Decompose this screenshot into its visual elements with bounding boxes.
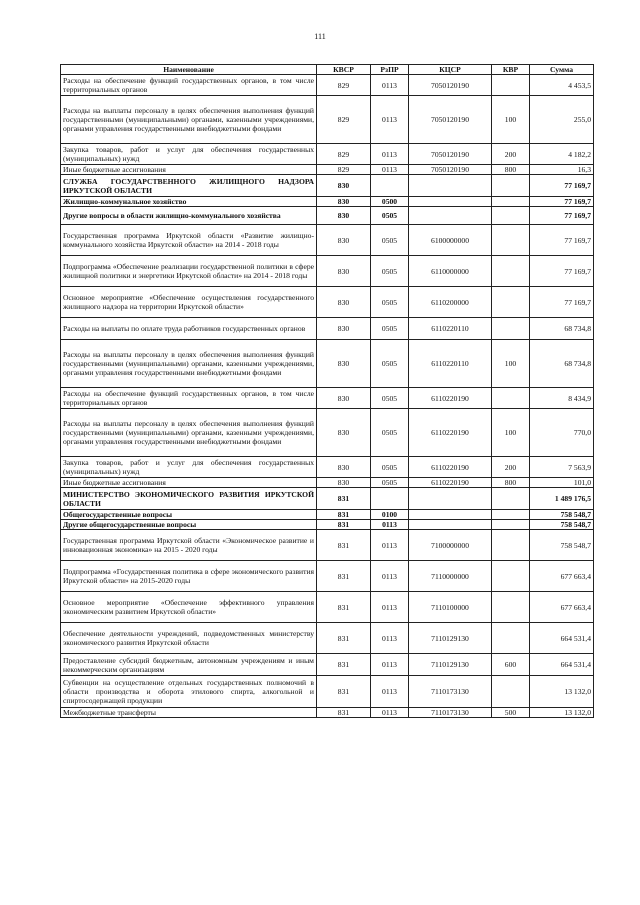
table-row bbox=[61, 287, 594, 318]
column-header-sum: Сумма bbox=[530, 65, 594, 75]
cell-kvr bbox=[492, 388, 530, 409]
cell-name: Расходы на выплаты персоналу в целях обеспечения выполнения функций государственными (муниципальными) органами, казенными учреждениями, органами управления государственными внебюджетными фондами bbox=[61, 96, 317, 144]
cell-name: Жилищно-коммунальное хозяйство bbox=[61, 197, 317, 207]
cell-kvr bbox=[492, 225, 530, 256]
cell-kcsr: 6100000000 bbox=[409, 225, 492, 256]
cell-rzpr: 0113 bbox=[371, 530, 409, 561]
cell-name: Предоставление субсидий бюджетным, автономным учреждениям и иным некоммерческим организациям bbox=[61, 654, 317, 676]
table-row bbox=[61, 225, 594, 256]
cell-kvr bbox=[492, 592, 530, 623]
cell-rzpr: 0505 bbox=[371, 287, 409, 318]
cell-kvsr: 830 bbox=[317, 388, 371, 409]
cell-kvsr: 831 bbox=[317, 676, 371, 708]
cell-kcsr: 6110220110 bbox=[409, 340, 492, 388]
cell-kvsr: 829 bbox=[317, 165, 371, 175]
cell-rzpr: 0100 bbox=[371, 510, 409, 520]
cell-kcsr: 6110220110 bbox=[409, 318, 492, 340]
cell-rzpr: 0505 bbox=[371, 207, 409, 225]
cell-sum: 77 169,7 bbox=[530, 207, 594, 225]
cell-rzpr: 0505 bbox=[371, 256, 409, 287]
cell-name: СЛУЖБА ГОСУДАРСТВЕННОГО ЖИЛИЩНОГО НАДЗОРА ИРКУТСКОЙ ОБЛАСТИ bbox=[61, 175, 317, 197]
cell-kcsr bbox=[409, 510, 492, 520]
cell-kvsr: 830 bbox=[317, 318, 371, 340]
cell-rzpr: 0113 bbox=[371, 708, 409, 718]
table-row bbox=[61, 520, 594, 530]
cell-name: Расходы на выплаты персоналу в целях обеспечения выполнения функций государственными (муниципальными) органами, казенными учреждениями, органами управления государственными внебюджетными фондами bbox=[61, 340, 317, 388]
cell-kcsr bbox=[409, 197, 492, 207]
cell-sum: 101,0 bbox=[530, 478, 594, 488]
cell-sum: 77 169,7 bbox=[530, 287, 594, 318]
column-header-kcsr: КЦСР bbox=[409, 65, 492, 75]
cell-sum: 7 563,9 bbox=[530, 457, 594, 478]
cell-kvr: 500 bbox=[492, 708, 530, 718]
cell-rzpr: 0505 bbox=[371, 409, 409, 457]
table-row bbox=[61, 340, 594, 388]
cell-kcsr: 7110129130 bbox=[409, 654, 492, 676]
cell-sum: 677 663,4 bbox=[530, 561, 594, 592]
cell-rzpr: 0505 bbox=[371, 340, 409, 388]
cell-sum: 13 132,0 bbox=[530, 676, 594, 708]
column-header-kvsr: КВСР bbox=[317, 65, 371, 75]
table-row bbox=[61, 510, 594, 520]
cell-sum: 77 169,7 bbox=[530, 256, 594, 287]
column-header-kvr: КВР bbox=[492, 65, 530, 75]
table-row bbox=[61, 623, 594, 654]
cell-rzpr: 0113 bbox=[371, 654, 409, 676]
cell-rzpr: 0113 bbox=[371, 144, 409, 165]
cell-kvsr: 831 bbox=[317, 654, 371, 676]
cell-name: Иные бюджетные ассигнования bbox=[61, 165, 317, 175]
cell-kvsr: 831 bbox=[317, 561, 371, 592]
table-row bbox=[61, 165, 594, 175]
cell-name: Государственная программа Иркутской области «Развитие жилищно-коммунального хозяйства Иркутской области» на 2014 - 2018 годы bbox=[61, 225, 317, 256]
cell-kvr: 800 bbox=[492, 478, 530, 488]
cell-kvr bbox=[492, 510, 530, 520]
cell-kvr bbox=[492, 287, 530, 318]
cell-name: Общегосударственные вопросы bbox=[61, 510, 317, 520]
cell-kvsr: 831 bbox=[317, 510, 371, 520]
cell-kcsr: 6110220190 bbox=[409, 409, 492, 457]
table-row bbox=[61, 175, 594, 197]
cell-kvr bbox=[492, 75, 530, 96]
cell-sum: 4 182,2 bbox=[530, 144, 594, 165]
cell-kvsr: 830 bbox=[317, 409, 371, 457]
cell-name: Основное мероприятие «Обеспечение эффективного управления экономическим развитием Иркутской области» bbox=[61, 592, 317, 623]
cell-name: Основное мероприятие «Обеспечение осуществления государственного жилищного надзора на территории Иркутской области» bbox=[61, 287, 317, 318]
cell-name: Расходы на обеспечение функций государственных органов, в том числе территориальных органов bbox=[61, 75, 317, 96]
cell-kvsr: 830 bbox=[317, 256, 371, 287]
cell-kvsr: 830 bbox=[317, 457, 371, 478]
cell-name: Закупка товаров, работ и услуг для обеспечения государственных (муниципальных) нужд bbox=[61, 144, 317, 165]
cell-kcsr: 6110220190 bbox=[409, 478, 492, 488]
cell-rzpr: 0505 bbox=[371, 318, 409, 340]
cell-rzpr: 0505 bbox=[371, 457, 409, 478]
cell-kvr bbox=[492, 561, 530, 592]
cell-kcsr: 7100000000 bbox=[409, 530, 492, 561]
table-row bbox=[61, 256, 594, 287]
column-header-rzpr: РзПР bbox=[371, 65, 409, 75]
cell-sum: 758 548,7 bbox=[530, 520, 594, 530]
cell-kvr: 100 bbox=[492, 409, 530, 457]
cell-kcsr: 7050120190 bbox=[409, 96, 492, 144]
cell-rzpr: 0505 bbox=[371, 388, 409, 409]
cell-name: Государственная программа Иркутской области «Экономическое развитие и инновационная экономика» на 2015 - 2020 годы bbox=[61, 530, 317, 561]
cell-kvsr: 830 bbox=[317, 207, 371, 225]
cell-sum: 16,3 bbox=[530, 165, 594, 175]
cell-sum: 68 734,8 bbox=[530, 340, 594, 388]
page-number: 111 bbox=[314, 32, 326, 41]
table-row bbox=[61, 75, 594, 96]
cell-kvr bbox=[492, 676, 530, 708]
cell-rzpr: 0113 bbox=[371, 165, 409, 175]
cell-name: Другие вопросы в области жилищно-коммунального хозяйства bbox=[61, 207, 317, 225]
cell-kvr bbox=[492, 318, 530, 340]
cell-kvr bbox=[492, 207, 530, 225]
cell-kvsr: 830 bbox=[317, 340, 371, 388]
cell-kvr: 800 bbox=[492, 165, 530, 175]
cell-kvr: 600 bbox=[492, 654, 530, 676]
cell-kvsr: 831 bbox=[317, 488, 371, 510]
cell-kvsr: 831 bbox=[317, 592, 371, 623]
table-header-row bbox=[61, 65, 594, 75]
table-row bbox=[61, 592, 594, 623]
cell-rzpr: 0113 bbox=[371, 75, 409, 96]
cell-name: Обеспечение деятельности учреждений, подведомственных министерству экономического развития Иркутской области bbox=[61, 623, 317, 654]
cell-kcsr: 7050120190 bbox=[409, 165, 492, 175]
cell-sum: 664 531,4 bbox=[530, 654, 594, 676]
cell-kvsr: 831 bbox=[317, 708, 371, 718]
cell-kcsr: 7110129130 bbox=[409, 623, 492, 654]
cell-rzpr: 0113 bbox=[371, 676, 409, 708]
cell-rzpr: 0505 bbox=[371, 478, 409, 488]
cell-kvr bbox=[492, 530, 530, 561]
cell-name: Другие общегосударственные вопросы bbox=[61, 520, 317, 530]
cell-sum: 77 169,7 bbox=[530, 197, 594, 207]
cell-kcsr: 7110173130 bbox=[409, 676, 492, 708]
cell-sum: 77 169,7 bbox=[530, 225, 594, 256]
cell-sum: 758 548,7 bbox=[530, 510, 594, 520]
cell-kvsr: 831 bbox=[317, 530, 371, 561]
cell-kcsr: 6110220190 bbox=[409, 457, 492, 478]
cell-rzpr: 0505 bbox=[371, 225, 409, 256]
cell-rzpr: 0500 bbox=[371, 197, 409, 207]
cell-kvsr: 831 bbox=[317, 520, 371, 530]
cell-kcsr: 7050120190 bbox=[409, 144, 492, 165]
cell-rzpr: 0113 bbox=[371, 623, 409, 654]
cell-kvsr: 829 bbox=[317, 144, 371, 165]
cell-kvsr: 829 bbox=[317, 75, 371, 96]
table-row bbox=[61, 457, 594, 478]
cell-sum: 4 453,5 bbox=[530, 75, 594, 96]
cell-kvr: 100 bbox=[492, 96, 530, 144]
cell-name: Подпрограмма «Государственная политика в сфере экономического развития Иркутской области» на 2015-2020 годы bbox=[61, 561, 317, 592]
cell-rzpr: 0113 bbox=[371, 520, 409, 530]
cell-name: Подпрограмма «Обеспечение реализации государственной политики в сфере жилищной политики и энергетики Иркутской области» на 2014 - 2018 годы bbox=[61, 256, 317, 287]
budget-table bbox=[60, 64, 594, 718]
cell-rzpr: 0113 bbox=[371, 96, 409, 144]
table-row bbox=[61, 488, 594, 510]
cell-kvsr: 830 bbox=[317, 175, 371, 197]
cell-sum: 77 169,7 bbox=[530, 175, 594, 197]
table-row bbox=[61, 96, 594, 144]
cell-kvr bbox=[492, 175, 530, 197]
table-row bbox=[61, 144, 594, 165]
cell-kvr bbox=[492, 488, 530, 510]
table-row bbox=[61, 561, 594, 592]
cell-name: МИНИСТЕРСТВО ЭКОНОМИЧЕСКОГО РАЗВИТИЯ ИРКУТСКОЙ ОБЛАСТИ bbox=[61, 488, 317, 510]
cell-kcsr: 7050120190 bbox=[409, 75, 492, 96]
cell-name: Закупка товаров, работ и услуг для обеспечения государственных (муниципальных) нужд bbox=[61, 457, 317, 478]
cell-kcsr: 7110000000 bbox=[409, 561, 492, 592]
table-row bbox=[61, 708, 594, 718]
cell-kvr bbox=[492, 256, 530, 287]
cell-sum: 68 734,8 bbox=[530, 318, 594, 340]
cell-kvr bbox=[492, 623, 530, 654]
table-row bbox=[61, 207, 594, 225]
table-row bbox=[61, 197, 594, 207]
cell-kcsr bbox=[409, 488, 492, 510]
cell-kcsr bbox=[409, 175, 492, 197]
cell-name: Расходы на обеспечение функций государственных органов, в том числе территориальных органов bbox=[61, 388, 317, 409]
cell-kvsr: 829 bbox=[317, 96, 371, 144]
cell-kvr: 200 bbox=[492, 144, 530, 165]
table-row bbox=[61, 478, 594, 488]
cell-name: Межбюджетные трансферты bbox=[61, 708, 317, 718]
cell-rzpr: 0113 bbox=[371, 592, 409, 623]
table-row bbox=[61, 530, 594, 561]
cell-rzpr bbox=[371, 488, 409, 510]
cell-kvr bbox=[492, 520, 530, 530]
cell-name: Расходы на выплаты по оплате труда работников государственных органов bbox=[61, 318, 317, 340]
cell-kcsr bbox=[409, 520, 492, 530]
cell-sum: 13 132,0 bbox=[530, 708, 594, 718]
cell-name: Субвенции на осуществление отдельных государственных полномочий в области производства и оборота этилового спирта, алкогольной и спиртосодержащей продукции bbox=[61, 676, 317, 708]
cell-rzpr: 0113 bbox=[371, 561, 409, 592]
cell-kvr bbox=[492, 197, 530, 207]
table-row bbox=[61, 654, 594, 676]
cell-sum: 8 434,9 bbox=[530, 388, 594, 409]
table-row bbox=[61, 409, 594, 457]
table-row bbox=[61, 676, 594, 708]
cell-sum: 664 531,4 bbox=[530, 623, 594, 654]
table-row bbox=[61, 388, 594, 409]
cell-name: Расходы на выплаты персоналу в целях обеспечения выполнения функций государственными (муниципальными) органами, казенными учреждениями, органами управления государственными внебюджетными фондами bbox=[61, 409, 317, 457]
cell-kvsr: 830 bbox=[317, 197, 371, 207]
table-row bbox=[61, 318, 594, 340]
cell-kvr: 200 bbox=[492, 457, 530, 478]
cell-kcsr: 6110000000 bbox=[409, 256, 492, 287]
cell-kcsr bbox=[409, 207, 492, 225]
cell-sum: 677 663,4 bbox=[530, 592, 594, 623]
cell-kcsr: 6110220190 bbox=[409, 388, 492, 409]
cell-sum: 758 548,7 bbox=[530, 530, 594, 561]
cell-rzpr bbox=[371, 175, 409, 197]
cell-sum: 1 489 176,5 bbox=[530, 488, 594, 510]
cell-kvr: 100 bbox=[492, 340, 530, 388]
cell-kvsr: 830 bbox=[317, 225, 371, 256]
cell-kvsr: 830 bbox=[317, 478, 371, 488]
cell-kvsr: 830 bbox=[317, 287, 371, 318]
cell-sum: 255,0 bbox=[530, 96, 594, 144]
column-header-name: Наименование bbox=[61, 65, 317, 75]
cell-name: Иные бюджетные ассигнования bbox=[61, 478, 317, 488]
cell-kcsr: 7110173130 bbox=[409, 708, 492, 718]
cell-kcsr: 6110200000 bbox=[409, 287, 492, 318]
cell-kvsr: 831 bbox=[317, 623, 371, 654]
cell-kcsr: 7110100000 bbox=[409, 592, 492, 623]
cell-sum: 770,0 bbox=[530, 409, 594, 457]
